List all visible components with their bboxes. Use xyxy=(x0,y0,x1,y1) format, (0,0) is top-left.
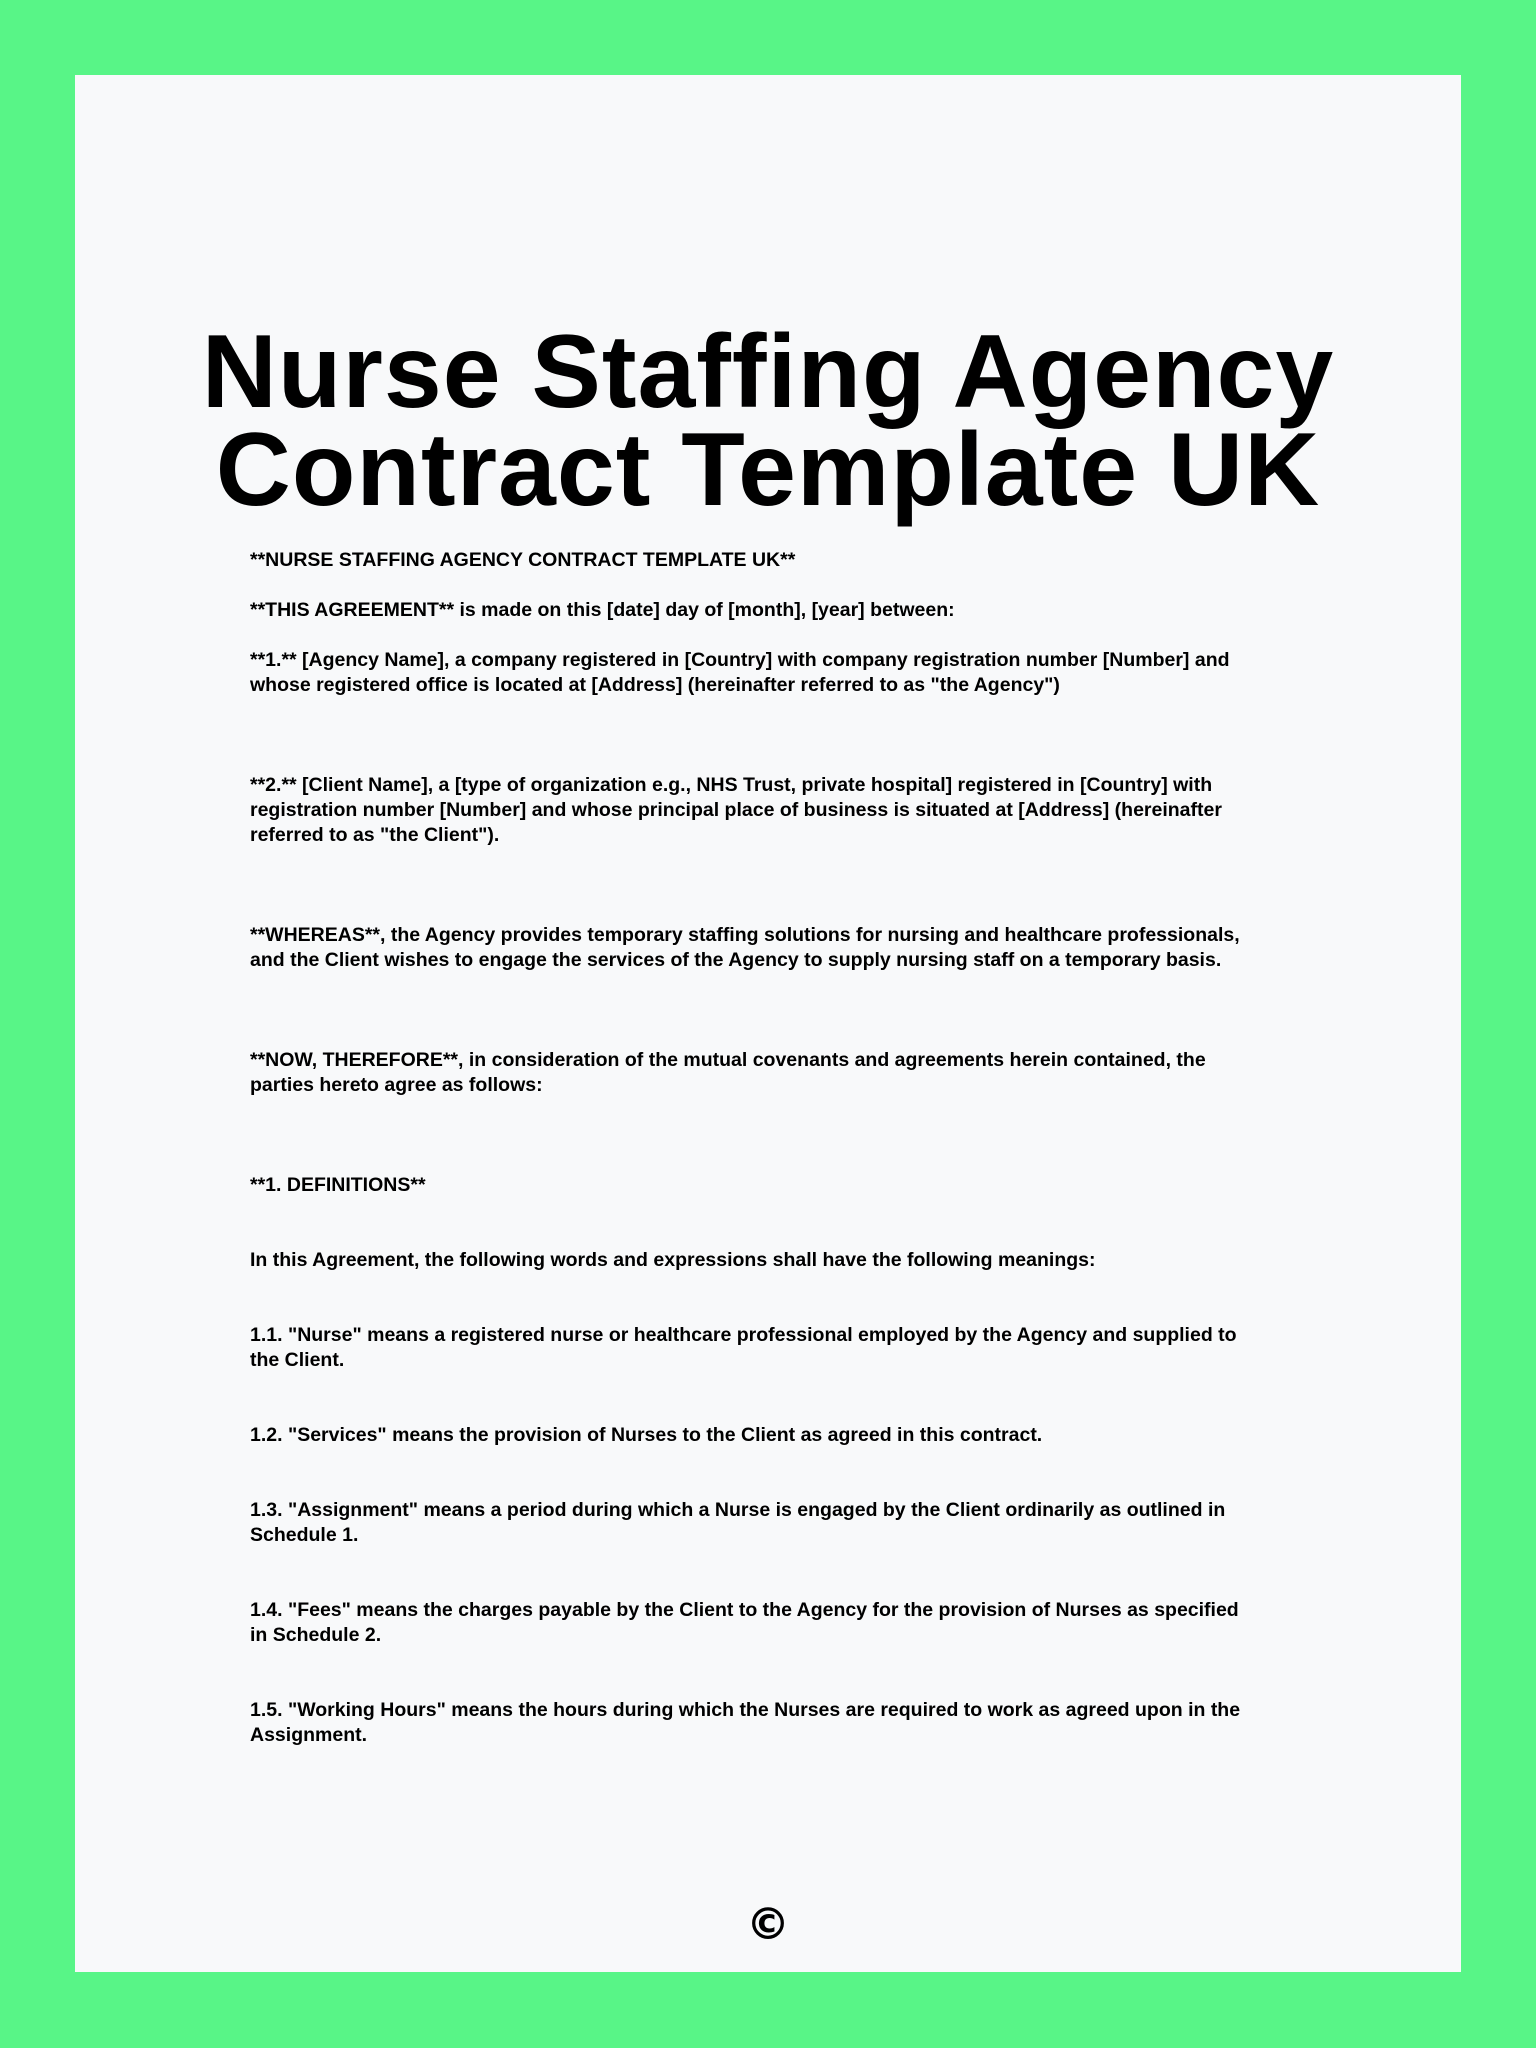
definitions-intro: In this Agreement, the following words and expressions shall have the following meanings: xyxy=(250,1249,1096,1271)
party-agency: **1.** [Agency Name], a company registered in [Country] with company registration number [Number] and whose registered office is located at [Address] (hereinafter referred to as "the Agency") xyxy=(250,649,1230,696)
definition-working-hours: 1.5. "Working Hours" means the hours during which the Nurses are required to work as agreed upon in the Assignment. xyxy=(250,1699,1241,1746)
agreement-intro: **THIS AGREEMENT** is made on this [date] day of [month], [year] between: xyxy=(250,599,955,621)
definition-fees: 1.4. "Fees" means the charges payable by the Client to the Agency for the provision of Nurses as specified in Schedule 2. xyxy=(250,1599,1239,1646)
contract-heading: **NURSE STAFFING AGENCY CONTRACT TEMPLATE UK** xyxy=(250,549,796,571)
now-therefore-clause: **NOW, THEREFORE**, in consideration of the mutual covenants and agreements herein contained, the parties hereto agree as follows: xyxy=(250,1049,1206,1096)
party-client: **2.** [Client Name], a [type of organization e.g., NHS Trust, private hospital] registered in [Country] with registration number [Number] and whose principal place of business is situated at [Address] (hereinafter referred to as "the Client"). xyxy=(250,774,1222,846)
document-title xyxy=(75,314,1461,528)
definition-services: 1.2. "Services" means the provision of Nurses to the Client as agreed in this contract. xyxy=(250,1424,1043,1446)
definition-assignment: 1.3. "Assignment" means a period during which a Nurse is engaged by the Client ordinarily as outlined in Schedule 1. xyxy=(250,1499,1226,1546)
title-line-2: Contract Template UK xyxy=(215,412,1321,528)
document-page xyxy=(75,75,1461,1972)
copyright-icon: © xyxy=(746,1899,790,1950)
title-line-1: Nurse Staffing Agency xyxy=(201,314,1335,430)
definition-nurse: 1.1. "Nurse" means a registered nurse or healthcare professional employed by the Agency and supplied to the Client. xyxy=(250,1324,1237,1371)
whereas-clause: **WHEREAS**, the Agency provides temporary staffing solutions for nursing and healthcare professionals, and the Client wishes to engage the services of the Agency to supply nursing staff on a temporary basis. xyxy=(250,924,1240,971)
section-heading-definitions: **1. DEFINITIONS** xyxy=(250,1174,426,1196)
